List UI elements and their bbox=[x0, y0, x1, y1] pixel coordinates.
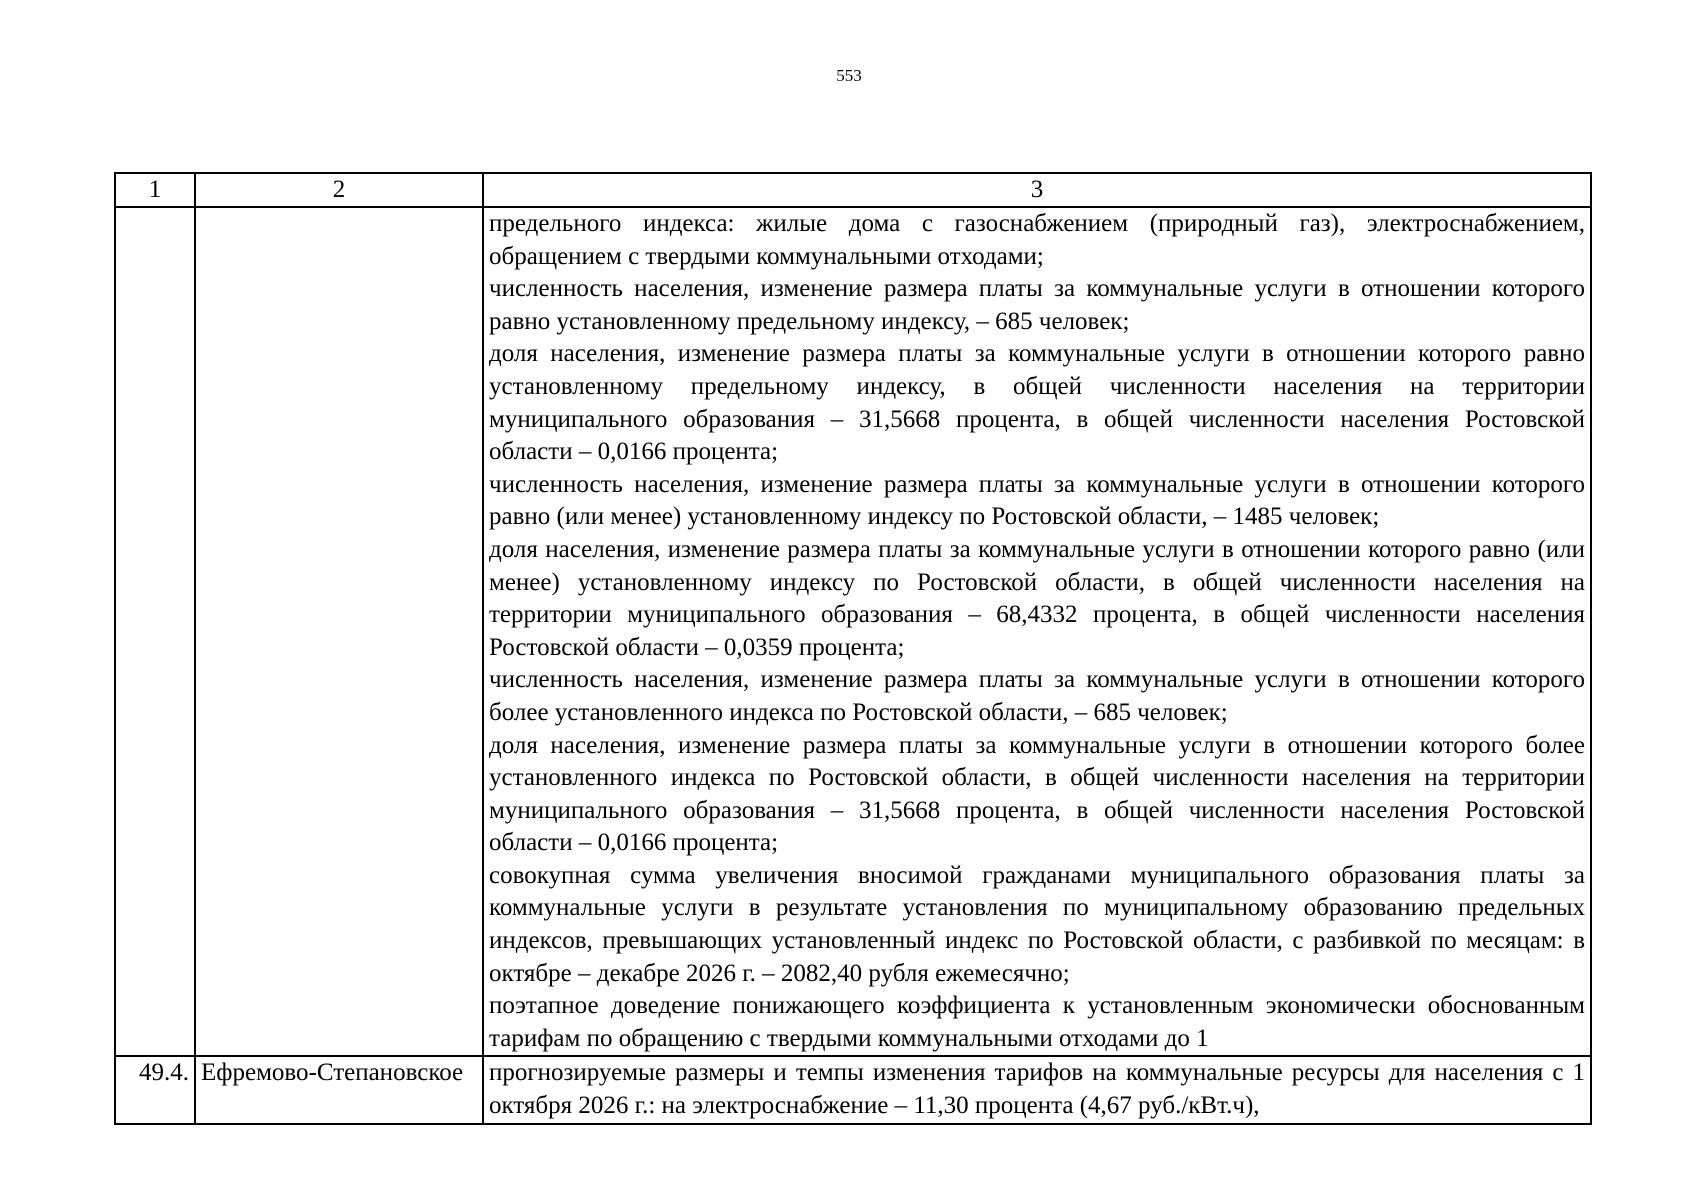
column-header-2: 2 bbox=[195, 173, 483, 207]
row-number-cell bbox=[115, 207, 195, 1056]
table-header-row bbox=[115, 173, 1591, 207]
paragraph: численность населения, изменение размера платы за коммунальные услуги в отношении которого более установленного индекса по Ростовской области, – 685 человек; bbox=[489, 666, 1585, 726]
column-header-1: 1 bbox=[115, 173, 195, 207]
paragraph: численность населения, изменение размера платы за коммунальные услуги в отношении которого равно установленному предельному индексу, – 685 человек; bbox=[489, 275, 1585, 335]
table-row bbox=[115, 1056, 1591, 1123]
paragraph: доля населения, изменение размера платы за коммунальные услуги в отношении которого равно (или менее) установленному индексу по Ростовской области, в общей численности населения на территории муниципального образования – 68,4332 процента, в общей численности населения Ростовской области – 0,0359 процента; bbox=[489, 535, 1585, 661]
row-number-cell: 49.4. bbox=[115, 1056, 195, 1123]
paragraph: прогнозируемые размеры и темпы изменения тарифов на коммунальные ресурсы для населения с 1 октября 2026 г.: на электроснабжение – 11,30 процента (4,67 руб./кВт.ч), bbox=[489, 1059, 1585, 1120]
paragraph: поэтапное доведение понижающего коэффициента к установленным экономически обоснованным тарифам по обращению с твердыми коммунальными отходами до 1 bbox=[489, 992, 1585, 1052]
paragraph: доля населения, изменение размера платы за коммунальные услуги в отношении которого более установленного индекса по Ростовской области, в общей численности населения на территории муниципального образования – 31,5668 процента, в общей численности населения Ростовской области – 0,0166 процента; bbox=[489, 731, 1585, 857]
column-header-3: 3 bbox=[483, 173, 1591, 207]
table-row bbox=[115, 207, 1591, 1056]
page-number: 553 bbox=[836, 66, 862, 85]
paragraph: численность населения, изменение размера платы за коммунальные услуги в отношении которого равно (или менее) установленному индексу по Ростовской области, – 1485 человек; bbox=[489, 470, 1585, 531]
settlement-name-cell bbox=[195, 207, 483, 1056]
paragraph: доля населения, изменение размера платы за коммунальные услуги в отношении которого равно установленному предельному индексу, в общей численности населения на территории муниципального образования – 31,5668 процента, в общей численности населения Ростовской области – 0,0166 процента; bbox=[489, 340, 1585, 466]
description-cell bbox=[483, 207, 1591, 1056]
paragraph: совокупная сумма увеличения вносимой гражданами муниципального образования платы за коммунальные услуги в результате установления по муниципальному образованию предельных индексов, превышающих установленный индекс по Ростовской области, с разбивкой по месяцам: в октябре – декабре 2026 г. – 2082,40 рубля ежемесячно; bbox=[489, 861, 1585, 987]
settlement-name-cell: Ефремово-Степановское bbox=[195, 1056, 483, 1123]
data-table bbox=[114, 172, 1592, 1125]
description-cell bbox=[483, 1056, 1591, 1123]
paragraph: предельного индекса: жилые дома с газоснабжением (природный газ), электроснабжением, обращением с твердыми коммунальными отходами; bbox=[489, 210, 1585, 270]
